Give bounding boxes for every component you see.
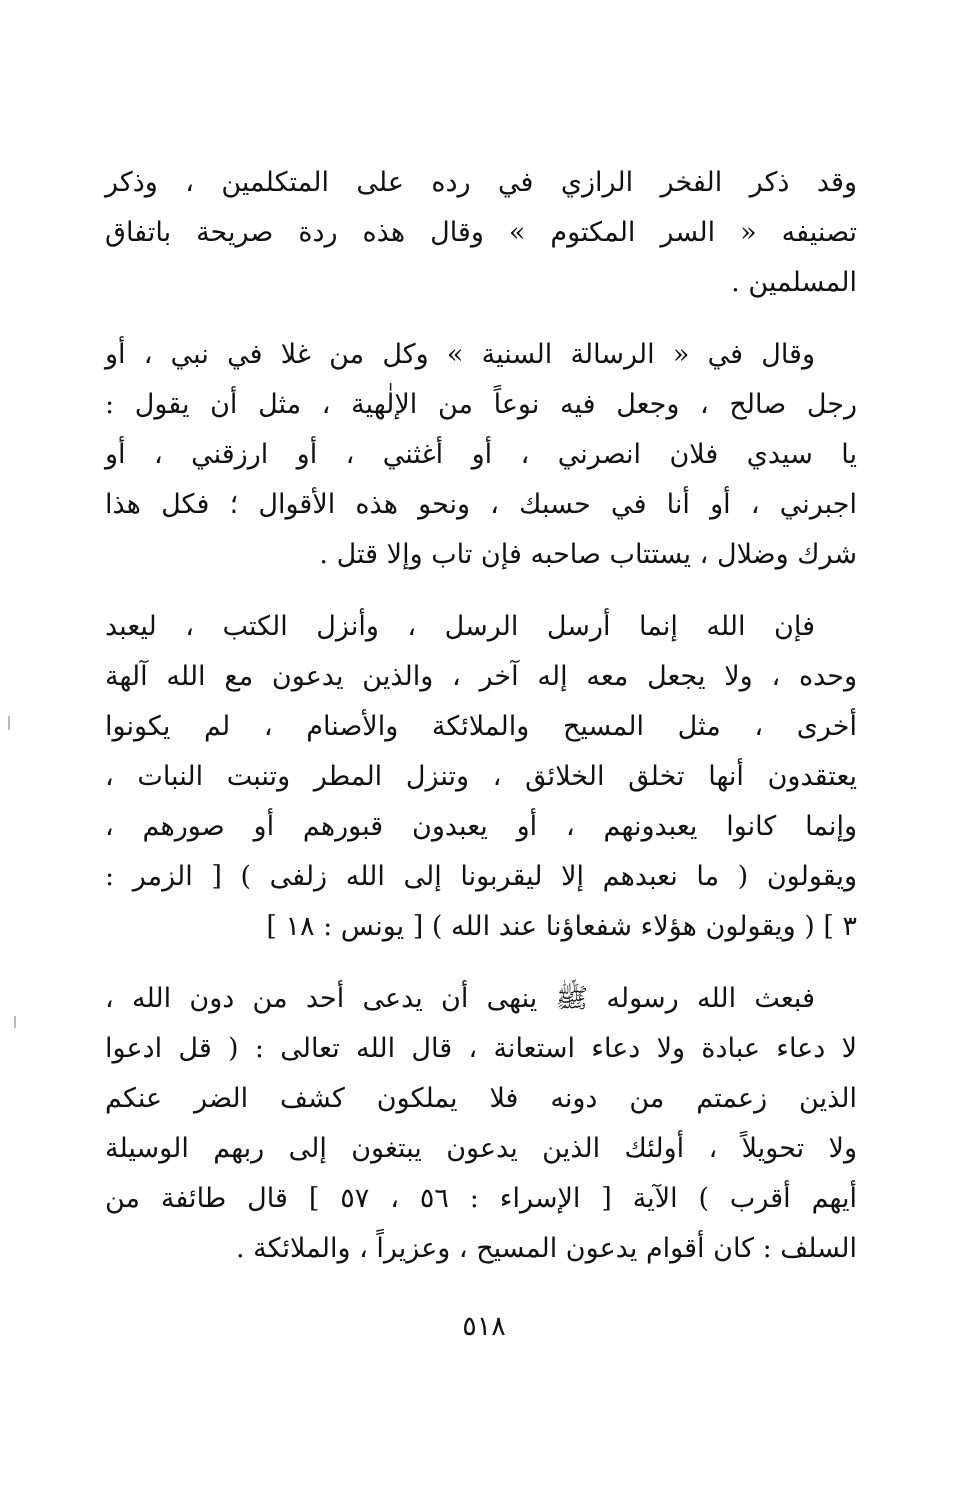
paragraph-1	[105, 158, 857, 308]
text-line: وحده ، ولا يجعل معه إله آخر ، والذين يدعون مع الله آلهة	[105, 661, 857, 692]
scan-speck	[8, 716, 10, 730]
scan-speck	[14, 1016, 16, 1028]
text-line: شرك وضلال ، يستتاب صاحبه فإن تاب وإلا قتل .	[319, 539, 857, 570]
text-line: اجبرني ، أو أنا في حسبك ، ونحو هذه الأقوال ؛ فكل هذا	[105, 489, 857, 520]
text-line: أيهم أقرب ) الآية [ الإسراء : ٥٦ ، ٥٧ ] قال طائفة من	[105, 1183, 857, 1214]
paragraph-4	[105, 974, 857, 1274]
text-line: وإنما كانوا يعبدونهم ، أو يعبدون قبورهم أو صورهم ،	[105, 811, 857, 842]
text-line: فإن الله إنما أرسل الرسل ، وأنزل الكتب ، ليعبد	[105, 611, 815, 642]
text-line: السلف : كان أقوام يدعون المسيح ، وعزيراً ، والملائكة .	[235, 1233, 857, 1264]
text-line: ٣ ] ( ويقولون هؤلاء شفعاؤنا عند الله ) [ يونس : ١٨ ]	[266, 911, 857, 942]
text-line: فبعث الله رسوله ﷺ ينهى أن يدعى أحد من دون الله ،	[105, 983, 815, 1014]
page-number: ٥١٨	[462, 1311, 506, 1342]
text-line: لا دعاء عبادة ولا دعاء استعانة ، قال الله تعالى : ( قل ادعوا	[105, 1033, 857, 1064]
text-line: تصنيفه « السر المكتوم » وقال هذه ردة صريحة باتفاق	[105, 217, 857, 248]
text-line: أخرى ، مثل المسيح والملائكة والأصنام ، لم يكونوا	[105, 711, 857, 742]
text-line: ولا تحويلاً ، أولئك الذين يدعون يبتغون إلى ربهم الوسيلة	[105, 1133, 857, 1164]
text-line: الذين زعمتم من دونه فلا يملكون كشف الضر عنكم	[105, 1083, 857, 1114]
text-line: يا سيدي فلان انصرني ، أو أغثني ، أو ارزقني ، أو	[105, 439, 857, 470]
page-text	[105, 158, 857, 1296]
text-line: رجل صالح ، وجعل فيه نوعاً من الإلٰهية ، مثل أن يقول :	[105, 389, 857, 420]
text-line: المسلمين .	[731, 267, 857, 298]
text-line: وقال في « الرسالة السنية » وكل من غلا في نبي ، أو	[105, 339, 815, 370]
paragraph-2	[105, 330, 857, 580]
text-line: وقد ذكر الفخر الرازي في رده على المتكلمين ، وذكر	[105, 167, 857, 198]
text-line: يعتقدون أنها تخلق الخلائق ، وتنزل المطر وتنبت النبات ،	[105, 761, 857, 792]
paragraph-3	[105, 602, 857, 952]
text-line: ويقولون ( ما نعبدهم إلا ليقربونا إلى الله زلفى ) [ الزمر :	[105, 861, 857, 892]
